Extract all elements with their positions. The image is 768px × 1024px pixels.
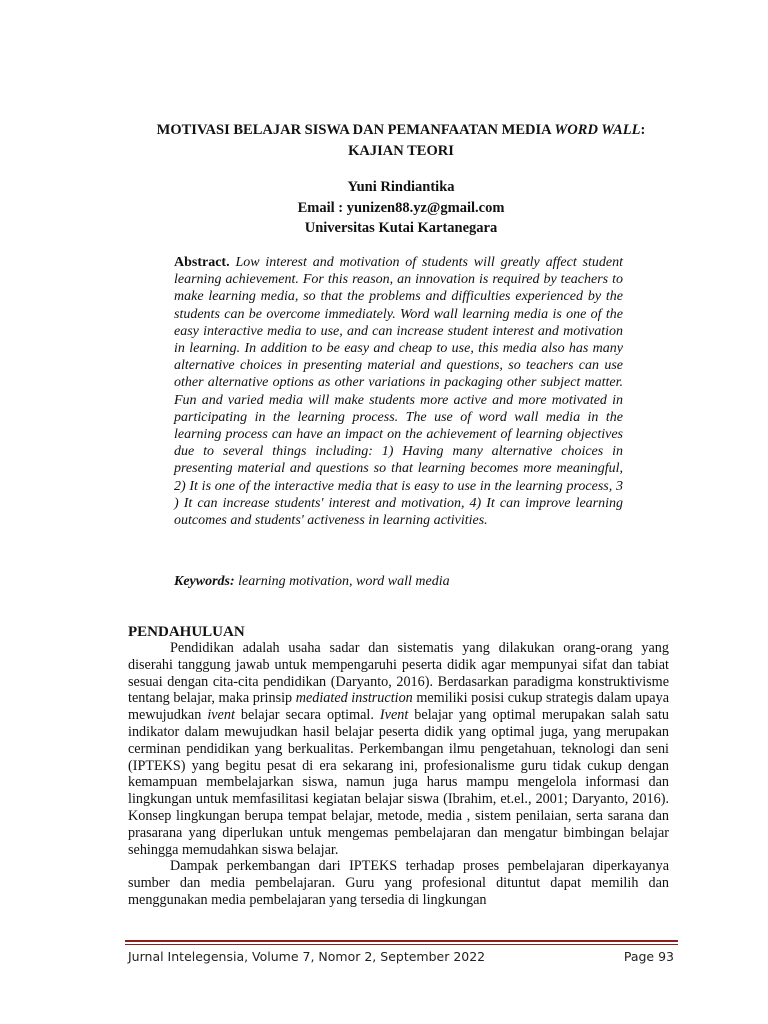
title-line-2: KAJIAN TEORI — [348, 143, 454, 159]
author-affiliation: Universitas Kutai Kartanegara — [304, 220, 498, 236]
journal-info: Jurnal Intelegensia, Volume 7, Nomor 2, September 2022 — [128, 949, 486, 964]
abstract-text: Low interest and motivation of students will greatly affect student learning achievement. For this reason, an innovation is required by teachers to make learning media, so that the problems and difficulties experienced by the students can be overcome immediately. Word wall learning media is one of the easy interactive media to use, and can increase student interest and motivation in learning. In addition to be easy and cheap to use, this media also has many alternative choices in presenting material and questions, so teachers can use other alternative options as other variations in packaging other subject matter. Fun and varied media will make students more active and more motivated in participating in the learning process. The use of word wall media in the learning process can have an impact on the achievement of learning objectives due to several things including: 1) Having many alternative choices in presenting material and questions so that learning becomes more meaningful, 2) It is one of the interactive media that is easy to use in the learning process, 3 ) It can increase students' interest and motivation, 4) It can improve learning outcomes and students' activeness in learning activities — [174, 255, 623, 529]
title-line-1: MOTIVASI BELAJAR SISWA DAN PEMANFAATAN MEDIA WORD WALL: — [156, 122, 646, 138]
author-block — [100, 177, 702, 239]
title-italic: WORD WALL — [554, 122, 641, 138]
paper-title — [100, 120, 702, 162]
page-number: Page 93 — [623, 949, 674, 964]
footer-rule-top — [125, 940, 678, 942]
paragraph-2: Dampak perkembangan dari IPTEKS terhadap proses pembelajaran diperkayanya sumber dan media pembelajaran. Guru yang profesional dituntut dapat memilih dan menggunakan media pembelajaran yang tersedia di lingkungan — [128, 858, 669, 908]
author-email: Email : yunizen88.yz@gmail.com — [297, 199, 505, 216]
keywords-label: Keywords — [174, 574, 230, 589]
body-text — [128, 640, 669, 909]
abstract-label: Abstract — [174, 255, 227, 270]
footer-rule-bottom — [125, 944, 678, 945]
keywords-text: learning motivation, word wall media — [238, 574, 450, 589]
section-heading: PENDAHULUAN — [128, 624, 245, 640]
author-name: Yuni Rindiantika — [347, 179, 455, 195]
paragraph-1: Pendidikan adalah usaha sadar dan sistematis yang dilakukan orang-orang yang diserahi tanggung jawab untuk mempengaruhi peserta didik agar mempunyai sifat dan tabiat sesuai dengan cita-cita pendidikan (Daryanto, 2016). Berdasarkan paradigma konstruktivisme tentang belajar, maka prinsip mediated instruction memiliki posisi cukup strategis dalam upaya mewujudkan ivent belajar secara optimal. Ivent belajar yang optimal merupakan salah satu indikator dalam mewujudkan hasil belajar peserta didik yang optimal juga, yang merupakan cerminan pendidikan yang berkualitas. Perkembangan ilmu pengetahuan, teknologi dan seni (IPTEKS) yang begitu pesat di era sekarang ini, profesionalisme guru tidak cukup dengan kemampuan membelajarkan siswa, namun juga harus mampu mengelola informasi dan lingkungan untuk memfasilitasi kegiatan belajar siswa (Ibrahim, et.el., 2001; Daryanto, 2016). Konsep lingkungan berupa tempat belajar, metode, media , sistem penilaian, serta sarana dan prasarana yang diperlukan untuk mengemas pembelajaran dan mengatur bimbingan belajar sehingga memudahkan siswa belajar. — [128, 640, 669, 858]
abstract: Abstract. Low interest and motivation of students will greatly affect student learning achievement. For this reason, an innovation is required by teachers to make learning media, so that the problems and difficulties experienced by the students can be overcome immediately. Word wall learning media is one of the easy interactive media to use, and can increase student interest and motivation in learning. In addition to be easy and cheap to use, this media also has many alternative choices in presenting material and questions, so teachers can use other alternative options as other variations in packaging other subject matter. Fun and varied media will make students more active and more motivated in participating in the learning process. The use of word wall media in the learning process can have an impact on the achievement of learning objectives due to several things including: 1) Having many alternative choices in presenting material and questions so that learning becomes more meaningful, 2) It is one of the interactive media that is easy to use in the learning process, 3 ) It can increase students' interest and motivation, 4) It can improve learning outcomes and students' activeness in learning activities. — [174, 255, 623, 529]
keywords: Keywords: learning motivation, word wall media — [174, 574, 450, 589]
